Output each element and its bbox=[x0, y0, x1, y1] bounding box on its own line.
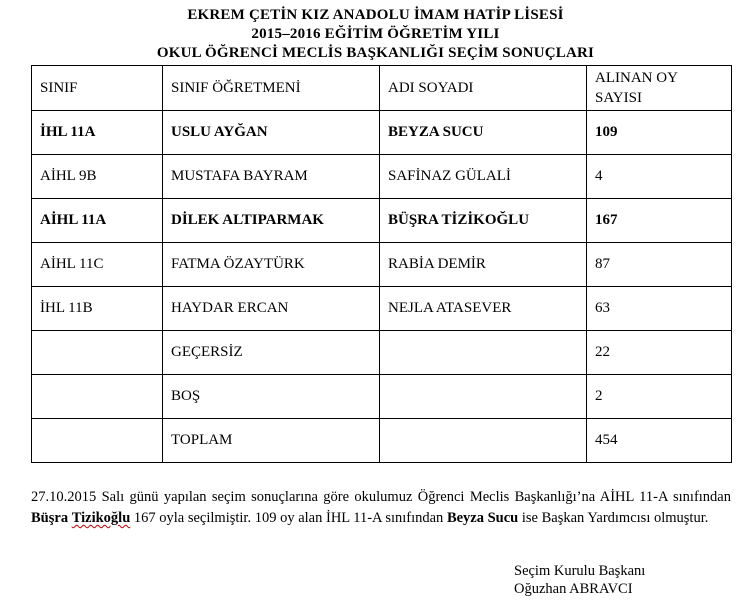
cell-class bbox=[32, 375, 163, 419]
signature-block bbox=[514, 562, 645, 598]
cell-teacher: BOŞ bbox=[163, 375, 380, 419]
cell-teacher: FATMA ÖZAYTÜRK bbox=[163, 243, 380, 287]
summary-text-3: ise Başkan Yardımcısı olmuştur. bbox=[518, 510, 709, 526]
header-votes-line2: SAYISI bbox=[595, 90, 642, 106]
winner-last-name: Tizikoğlu bbox=[71, 510, 131, 526]
cell-student: SAFİNAZ GÜLALİ bbox=[380, 155, 587, 199]
header-student: ADI SOYADI bbox=[380, 66, 587, 111]
table-row bbox=[32, 375, 732, 419]
cell-votes: 22 bbox=[587, 331, 732, 375]
cell-class: AİHL 11C bbox=[32, 243, 163, 287]
header-class: SINIF bbox=[32, 66, 163, 111]
header-votes bbox=[587, 66, 732, 111]
cell-votes: 4 bbox=[587, 155, 732, 199]
document-title: OKUL ÖĞRENCİ MECLİS BAŞKANLIĞI SEÇİM SONUÇLARI bbox=[156, 45, 595, 61]
cell-student: RABİA DEMİR bbox=[380, 243, 587, 287]
school-name: EKREM ÇETİN KIZ ANADOLU İMAM HATİP LİSESİ bbox=[187, 7, 564, 23]
cell-student: BÜŞRA TİZİKOĞLU bbox=[380, 199, 587, 243]
cell-teacher: MUSTAFA BAYRAM bbox=[163, 155, 380, 199]
cell-student bbox=[380, 419, 587, 463]
cell-student: NEJLA ATASEVER bbox=[380, 287, 587, 331]
table-header-row bbox=[32, 66, 732, 111]
signature-role: Seçim Kurulu Başkanı bbox=[514, 563, 646, 579]
cell-student bbox=[380, 375, 587, 419]
table-row bbox=[32, 155, 732, 199]
cell-teacher: GEÇERSİZ bbox=[163, 331, 380, 375]
summary-text-2: 167 oyla seçilmiştir. 109 oy alan İHL 11-A sınıfından bbox=[130, 510, 447, 526]
cell-votes: 2 bbox=[587, 375, 732, 419]
header-votes-line1: ALINAN OY bbox=[595, 70, 678, 86]
cell-student bbox=[380, 331, 587, 375]
winner-first-name: Büşra bbox=[31, 510, 69, 526]
cell-teacher: HAYDAR ERCAN bbox=[163, 287, 380, 331]
table-row bbox=[32, 287, 732, 331]
document-header bbox=[0, 6, 751, 63]
cell-class: İHL 11B bbox=[32, 287, 163, 331]
cell-class: İHL 11A bbox=[32, 111, 163, 155]
summary-text-1: 27.10.2015 Salı günü yapılan seçim sonuçlarına göre okulumuz Öğrenci Meclis Başkanlığı’na AİHL 11-A sınıfından bbox=[31, 489, 731, 505]
cell-class bbox=[32, 331, 163, 375]
cell-votes: 109 bbox=[587, 111, 732, 155]
summary-paragraph bbox=[31, 487, 731, 529]
table-row bbox=[32, 419, 732, 463]
header-teacher: SINIF ÖĞRETMENİ bbox=[163, 66, 380, 111]
cell-class bbox=[32, 419, 163, 463]
academic-year: 2015–2016 EĞİTİM ÖĞRETİM YILI bbox=[251, 26, 500, 42]
cell-class: AİHL 9B bbox=[32, 155, 163, 199]
table-row bbox=[32, 199, 732, 243]
election-results-table bbox=[31, 65, 732, 463]
table-row bbox=[32, 243, 732, 287]
table-row bbox=[32, 331, 732, 375]
cell-votes: 63 bbox=[587, 287, 732, 331]
cell-votes: 167 bbox=[587, 199, 732, 243]
cell-votes: 87 bbox=[587, 243, 732, 287]
cell-teacher: TOPLAM bbox=[163, 419, 380, 463]
cell-teacher: DİLEK ALTIPARMAK bbox=[163, 199, 380, 243]
deputy-name: Beyza Sucu bbox=[446, 510, 519, 526]
cell-teacher: USLU AYĞAN bbox=[163, 111, 380, 155]
table-row bbox=[32, 111, 732, 155]
cell-student: BEYZA SUCU bbox=[380, 111, 587, 155]
cell-votes: 454 bbox=[587, 419, 732, 463]
signature-name: Oğuzhan ABRAVCI bbox=[514, 581, 633, 597]
cell-class: AİHL 11A bbox=[32, 199, 163, 243]
